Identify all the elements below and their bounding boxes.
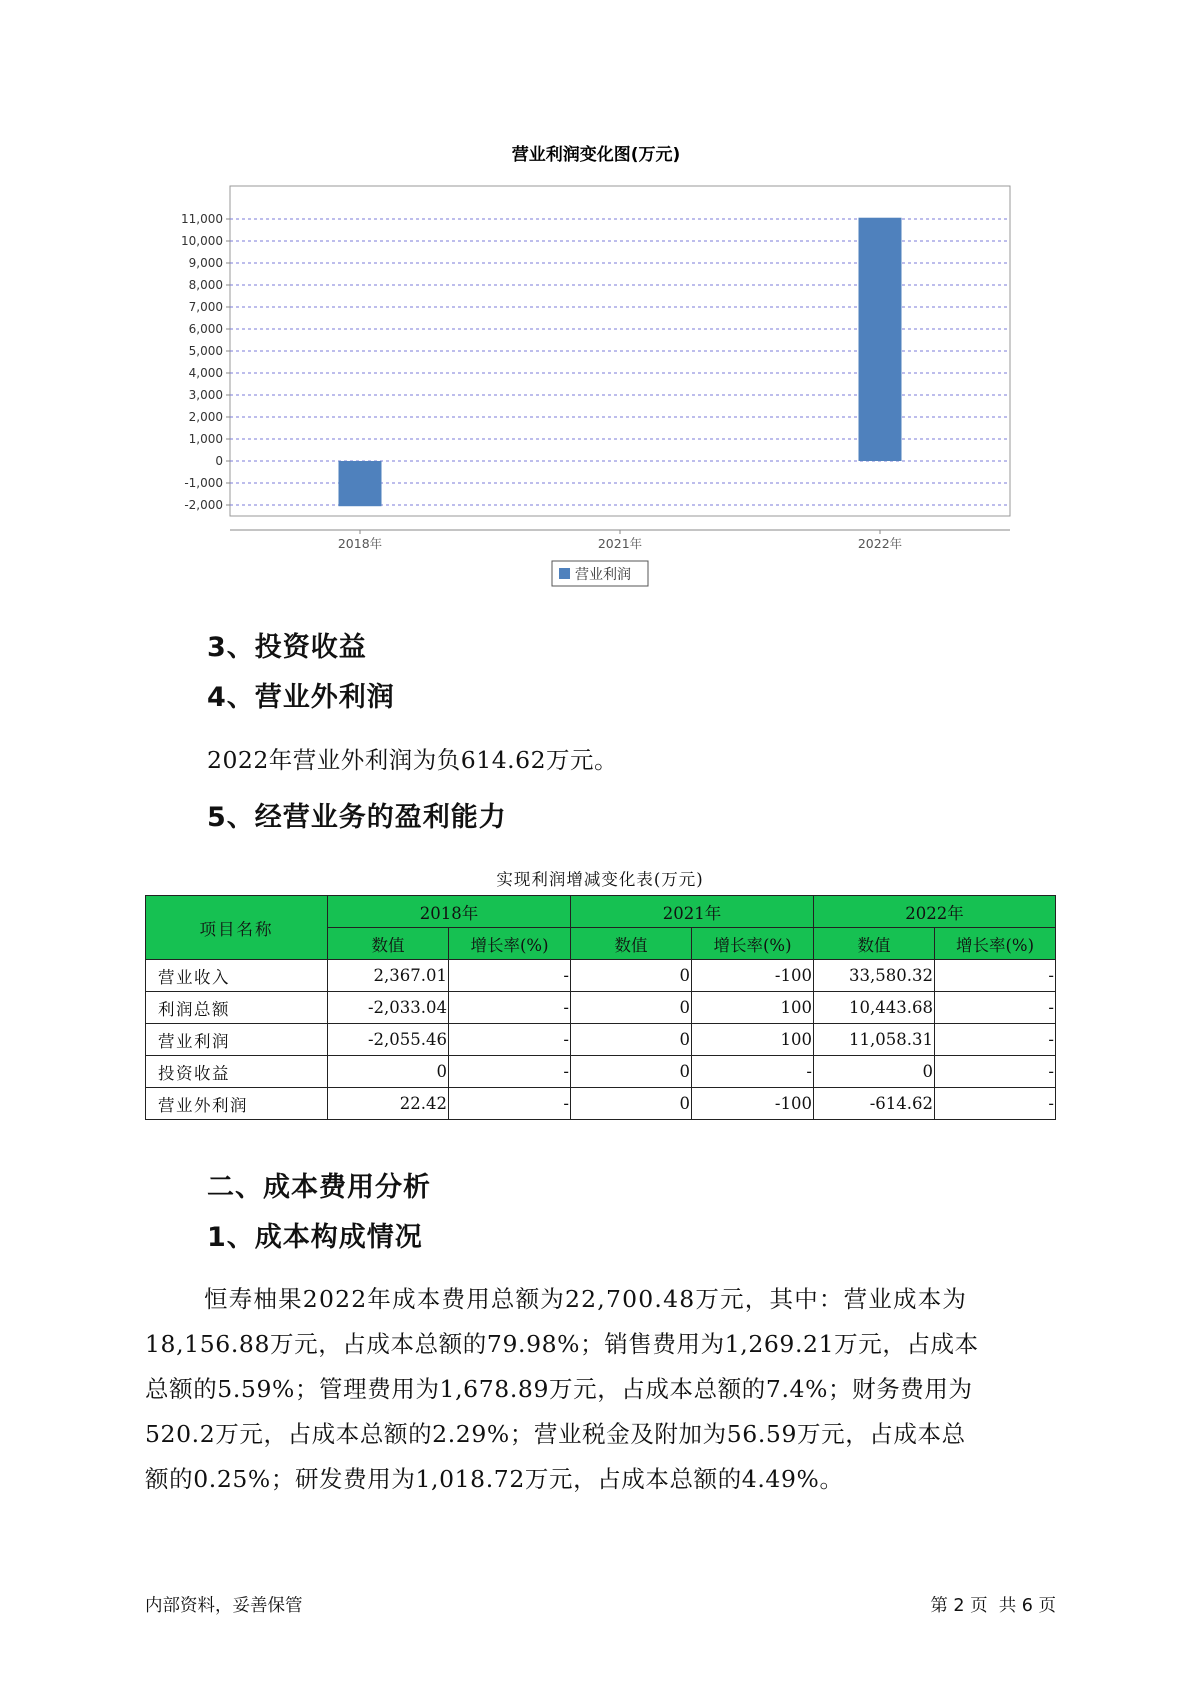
- header-growth: 增长率(%): [449, 928, 571, 960]
- table-cell: 11,058.31: [814, 1024, 935, 1056]
- table-cell: 0: [328, 1056, 449, 1088]
- table-cell: 0: [571, 960, 692, 992]
- heading-cost-composition: 1、成本构成情况: [207, 1222, 423, 1253]
- non-operating-profit-text: 2022年营业外利润为负614.62万元。: [207, 746, 619, 774]
- table-cell: -: [449, 992, 571, 1024]
- y-tick-label: 10,000: [181, 234, 223, 248]
- legend-label: 营业利润: [575, 567, 631, 583]
- table-cell: 33,580.32: [814, 960, 935, 992]
- table-row: [146, 1024, 1056, 1056]
- operating-profit-chart: [0, 0, 1191, 600]
- table-row: [146, 960, 1056, 992]
- heading-profitability: 5、经营业务的盈利能力: [207, 802, 507, 833]
- cost-composition-paragraph: [145, 1277, 1065, 1502]
- table-row: [146, 1056, 1056, 1088]
- header-year-2022: 2022年: [814, 896, 1056, 928]
- row-label: 营业收入: [146, 960, 328, 992]
- y-tick-label: 4,000: [188, 366, 223, 380]
- header-growth: 增长率(%): [935, 928, 1056, 960]
- header-year-2018: 2018年: [328, 896, 571, 928]
- y-axis-ticks: [181, 212, 230, 512]
- table-cell: 2,367.01: [328, 960, 449, 992]
- y-tick-label: 0: [215, 454, 223, 468]
- bar-2022年: [859, 218, 902, 461]
- y-tick-label: 1,000: [188, 432, 223, 446]
- table-cell: 0: [571, 1056, 692, 1088]
- x-tick-label: 2022年: [857, 536, 903, 551]
- y-tick-label: 2,000: [188, 410, 223, 424]
- table-cell: -: [935, 1024, 1056, 1056]
- y-tick-label: 8,000: [188, 278, 223, 292]
- table-cell: 10,443.68: [814, 992, 935, 1024]
- footer-confidential-note: 内部资料，妥善保管: [145, 1596, 303, 1616]
- header-value: 数值: [328, 928, 449, 960]
- table-cell: -: [692, 1056, 814, 1088]
- table-cell: -: [935, 992, 1056, 1024]
- x-tick-label: 2018年: [337, 536, 383, 551]
- y-tick-label: 11,000: [181, 212, 223, 226]
- table-cell: 100: [692, 1024, 814, 1056]
- y-tick-label: 6,000: [188, 322, 223, 336]
- table-cell: 0: [571, 1024, 692, 1056]
- table-cell: 0: [571, 992, 692, 1024]
- paragraph-line: 18,156.88万元，占成本总额的79.98%；销售费用为1,269.21万元，占成本: [145, 1330, 979, 1358]
- paragraph-line: 恒寿柚果2022年成本费用总额为22,700.48万元，其中：营业成本为: [204, 1285, 968, 1313]
- row-label: 利润总额: [146, 992, 328, 1024]
- row-label: 投资收益: [146, 1056, 328, 1088]
- table-cell: -100: [692, 960, 814, 992]
- heading-investment-income: 3、投资收益: [207, 632, 367, 663]
- footer-page-number: 第 2 页 共 6 页: [930, 1596, 1056, 1616]
- x-axis-ticks: [338, 530, 902, 551]
- header-year-2021: 2021年: [571, 896, 814, 928]
- table-cell: -: [935, 960, 1056, 992]
- header-item-name: 项目名称: [146, 896, 328, 960]
- row-label: 营业利润: [146, 1024, 328, 1056]
- paragraph-line: 520.2万元，占成本总额的2.29%；营业税金及附加为56.59万元，占成本总: [145, 1420, 966, 1448]
- y-tick-label: -1,000: [184, 476, 223, 490]
- header-value: 数值: [814, 928, 935, 960]
- paragraph-line: 总额的5.59%；管理费用为1,678.89万元，占成本总额的7.4%；财务费用为: [145, 1375, 973, 1403]
- table-cell: -100: [692, 1088, 814, 1120]
- y-tick-label: 9,000: [188, 256, 223, 270]
- table-cell: 22.42: [328, 1088, 449, 1120]
- heading-cost-analysis: 二、成本费用分析: [207, 1172, 431, 1203]
- header-growth: 增长率(%): [692, 928, 814, 960]
- table-cell: -: [935, 1088, 1056, 1120]
- table-cell: 100: [692, 992, 814, 1024]
- profit-change-table: [145, 895, 1056, 1120]
- table-caption: 实现利润增减变化表(万元): [496, 870, 704, 889]
- table-cell: 0: [814, 1056, 935, 1088]
- table-row: [146, 992, 1056, 1024]
- table-cell: -: [449, 1024, 571, 1056]
- legend-swatch: [559, 568, 570, 579]
- table-cell: -: [449, 1088, 571, 1120]
- table-cell: -2,033.04: [328, 992, 449, 1024]
- paragraph-line: 额的0.25%；研发费用为1,018.72万元，占成本总额的4.49%。: [145, 1465, 844, 1493]
- y-tick-label: -2,000: [184, 498, 223, 512]
- chart-title: 营业利润变化图(万元): [511, 145, 681, 165]
- y-tick-label: 7,000: [188, 300, 223, 314]
- heading-non-operating-profit: 4、营业外利润: [207, 682, 395, 713]
- table-cell: -: [935, 1056, 1056, 1088]
- table-cell: -: [449, 960, 571, 992]
- table-cell: 0: [571, 1088, 692, 1120]
- legend: [552, 561, 648, 586]
- y-tick-label: 3,000: [188, 388, 223, 402]
- table-cell: -2,055.46: [328, 1024, 449, 1056]
- bar-2018年: [339, 461, 382, 506]
- table-cell: -614.62: [814, 1088, 935, 1120]
- row-label: 营业外利润: [146, 1088, 328, 1120]
- x-tick-label: 2021年: [597, 536, 643, 551]
- y-tick-label: 5,000: [188, 344, 223, 358]
- header-value: 数值: [571, 928, 692, 960]
- table-row: [146, 1088, 1056, 1120]
- table-cell: -: [449, 1056, 571, 1088]
